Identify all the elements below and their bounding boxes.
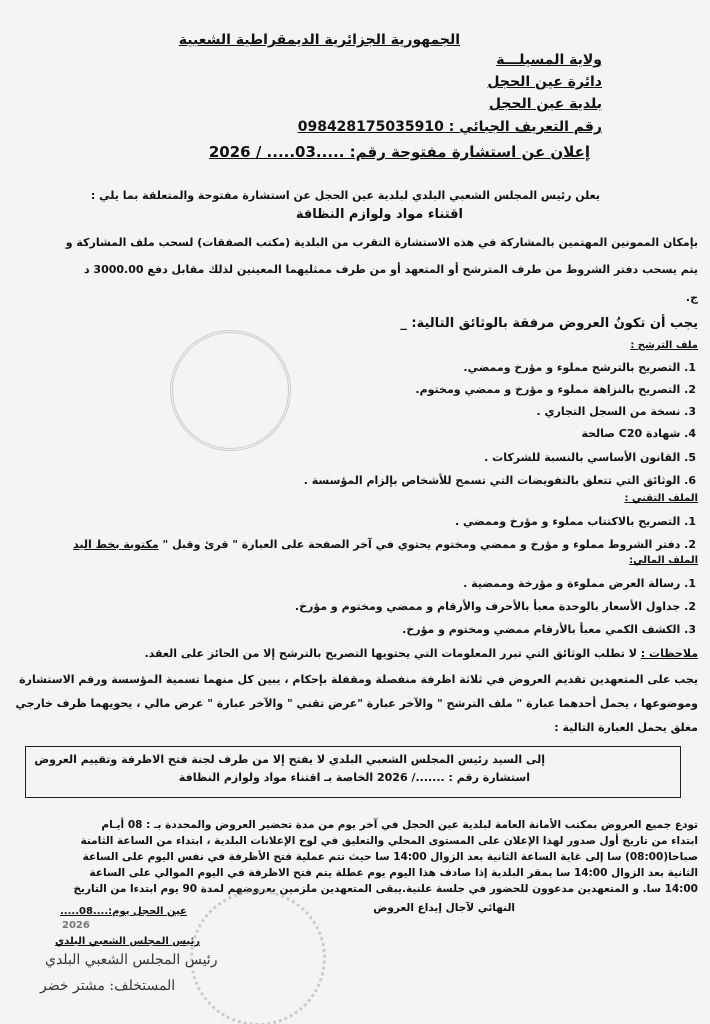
deposit-line: 14:00 سا. و المتعهدين مدعوون للحضور في جلسة علنية.يبقى المتعهدين ملزمين بعروضهم لمدة 90 يوم ابتدءا من التاريخ	[73, 883, 698, 895]
deposit-line: ابتداء من تاريخ أول صدور لهذا الإعلان على المستوى المحلي والتعليق في لوح الإعلانات البلدية ، ابتداء من الساعة الثامنة	[80, 835, 698, 847]
official-stamp	[170, 330, 291, 451]
deposit-line: تودع جميع العروض بمكتب الأمانة العامة لبلدية عين الحجل في آخر يوم من مدة تحضير العروض والمحددة بـ : 08 أيـام	[101, 819, 698, 831]
intro-p1: بإمكان الممونين المهتمين بالمشاركة في هذه الاستشارة التقرب من البلدية (مكتب الصفقات) لسحب ملف المشاركة و	[65, 236, 698, 249]
required-docs: يجب أن تكونُ العروض مرفقة بالوثائق التالية: _	[400, 316, 698, 331]
notes-text: لا تطلب الوثائق التي تبرر المعلومات التي يحتويها التصريح بالترشح إلا من الحائز على العقد.	[144, 647, 641, 660]
technical-title: الملف التقني :	[624, 493, 698, 504]
candidacy-item: 4. شهادة C20 صالحة	[581, 427, 696, 440]
box-line2: استشارة رقم : ......./ 2026 الخاصة بـ اقتناء مواد ولوازم النظافة	[178, 771, 530, 784]
notes-p1: يجب على المتعهدين تقديم العروض في ثلاثة اظرفة منفصلة ومقفلة بإحكام ، يبين كل منهما تسمية المؤسسة ورقم الاستشارة	[19, 673, 698, 686]
deposit-line: الثانية بعد الزوال 14:00 سا بمقر البلدية إذا صادف هذا اليوم يوم عطلة يتم فتح الاظرفة في اليوم الموالي على الساعة	[89, 867, 698, 879]
commune: بلدية عين الحجل	[488, 96, 602, 112]
wilaya: ولاية المسيلـــة	[496, 52, 602, 68]
technical-item	[73, 537, 696, 553]
notes-p3: مغلق يحمل العبارة التالية :	[554, 721, 698, 734]
announcement-title: إعلان عن استشارة مفتوحة رقم: .....03..... / 2026	[208, 143, 590, 161]
handwritten-title: رئيس المجلس الشعبي البلدي	[45, 952, 218, 968]
technical-item: 1. التصريح بالاكتتاب مملوء و مؤرخ وممضي .	[455, 515, 696, 528]
candidacy-item: 1. التصريح بالترشح مملوء و مؤرخ وممضي.	[463, 361, 696, 374]
financial-item: 1. رسالة العرض مملوءة و مؤرخة وممضية .	[463, 577, 696, 590]
intro-p3: ج.	[685, 291, 698, 304]
notes-p2: وموضوعها ، يحمل أحدهما عبارة " ملف الترشح " والآخر عبارة "عرض تقني " والآخر عبارة " عرض مالي ، يحويهما ظرف خارجي	[15, 697, 698, 710]
tax-id: رقم التعريف الجبائي : 098428175035910	[297, 119, 602, 135]
deposit-line: صباحا(08:00) سا إلى غاية الساعة الثانية بعد الزوال 14:00 سا حيث تتم عملية فتح الأظرفة في نفس اليوم على الساعة	[82, 851, 698, 863]
notes	[144, 646, 698, 662]
signature-place-date: عين الحجل يوم:....08.....	[60, 906, 187, 917]
handwritten-note: مكتوبة بخط اليد	[73, 538, 159, 551]
financial-item: 2. جداول الأسعار بالوحدة معبأ بالأحرف والأرقام و ممضي ومختوم و مؤرخ.	[294, 600, 696, 613]
financial-title: الملف المالي:	[629, 555, 698, 566]
signature-year: 2026	[62, 920, 90, 931]
candidacy-item: 6. الوثائق التي تتعلق بالتفويضات التي تسمح للأشخاص بإلزام المؤسسة .	[303, 474, 696, 487]
handwritten-deputy: المستخلف: مشتر خضر	[40, 978, 176, 994]
deposit-line: النهائي لآجال إيداع العروض	[373, 902, 515, 914]
candidacy-item: 3. نسخة من السجل التجاري .	[536, 405, 696, 418]
intro-line: يعلن رئيس المجلس الشعبي البلدي لبلدية عين الحجل عن استشارة مفتوحة والمتعلقة بما يلي :	[90, 189, 600, 202]
notes-label: ملاحظات :	[640, 647, 698, 660]
daira: دائرة عين الحجل	[487, 74, 602, 90]
candidacy-item: 2. التصريح بالنزاهة مملوء و مؤرخ و ممضي ومختوم.	[415, 383, 696, 396]
candidacy-item: 5. القانون الأساسي بالنسبة للشركات .	[484, 451, 696, 464]
technical-item-text: 2. دفتر الشروط مملوء و مؤرخ و ممضي ومختوم يحتوي في آخر الصفحة على العبارة " قرئ وقبل "	[158, 538, 696, 551]
subject: اقتناء مواد ولوازم النظافة	[295, 207, 463, 222]
intro-p2: يتم يسحب دفتر الشروط من طرف المترشح أو المتعهد أو من طرف ممثليهما المعينين لذلك مقابل دفع 3000.00 د	[83, 263, 698, 276]
box-line1: إلى السيد رئيس المجلس الشعبي البلدي لا يفتح إلا من طرف لجنة فتح الاظرفة وتقييم العروض	[34, 753, 545, 766]
candidacy-title: ملف الترشح :	[630, 340, 698, 351]
republic-title: الجمهورية الجزائرية الديمقراطية الشعبية	[178, 32, 460, 48]
financial-item: 3. الكشف الكمي معبأ بالأرقام ممضي ومختوم و مؤرخ.	[402, 623, 696, 636]
signature-title: رئيس المجلس الشعبي البلدي	[55, 936, 200, 947]
